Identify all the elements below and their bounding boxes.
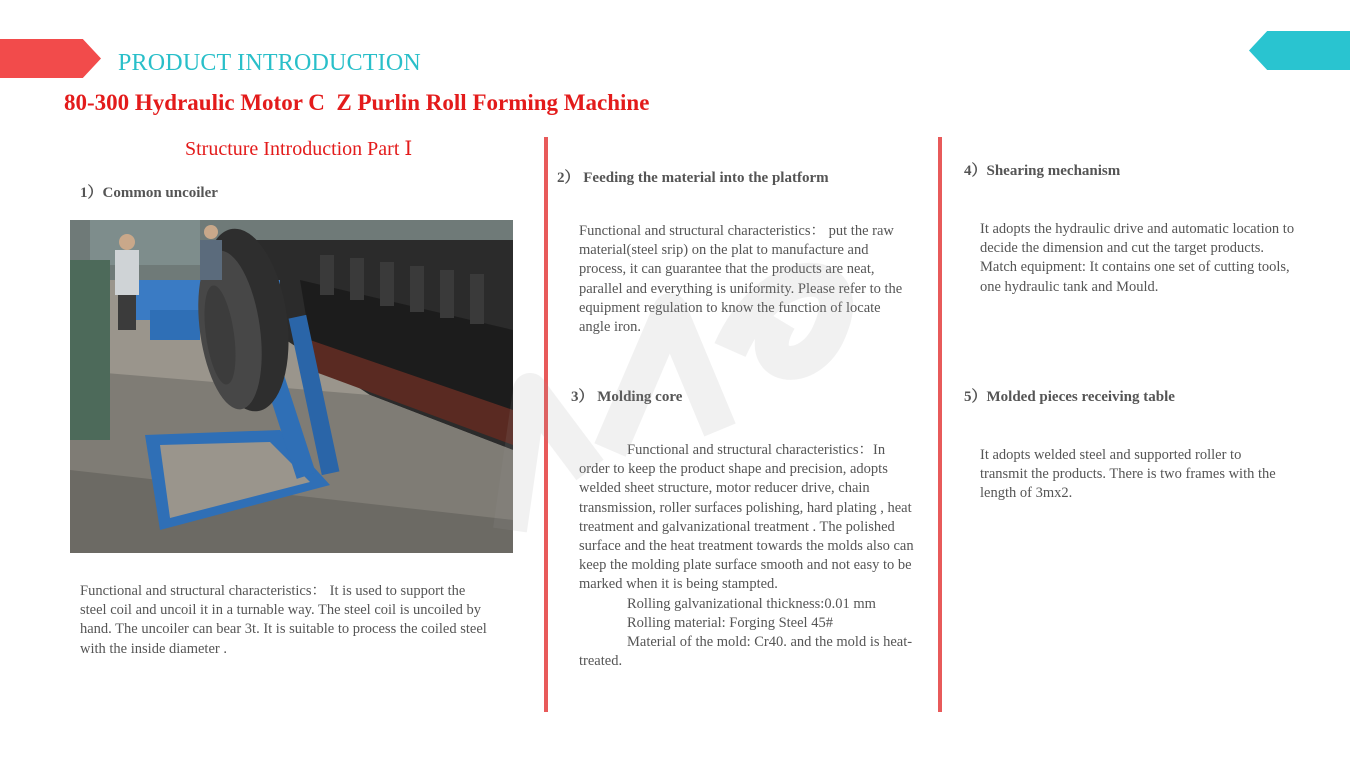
feeding-platform-description: Functional and structural characteristics： put the raw material(steel srip) on the plat to manufacture and process, it can guarantee that the products are neat, parallel and everything is uniformity. Please refer to the equipment regulation to know the function of locate angle iron. (579, 223, 903, 336)
receiving-table-description: It adopts welded steel and supported roller to transmit the products. There is two frames with the length of 3mx2. (980, 447, 1276, 502)
uncoiler-description: Functional and structural characteristics： It is used to support the steel coil and uncoil it in a turnable way. The steel coil is uncoiled by hand. The uncoiler can bear 3t. It is suitable to process the coiled steel with the inside diameter . (80, 583, 487, 657)
molding-core-paragraph: Functional and structural characteristics：In order to keep the product shape and precision, adopts welded sheet structure, motor reducer drive, chain transmission, roller surfaces polishing, hard plating , heat treatment and galvanizational treatment . The polished surface and the heat treatment towards the molds also can keep the molding plate surface smooth and not easy to be marked when it is being stampted. (579, 442, 914, 593)
molding-core-material: Rolling material: Forging Steel 45# (627, 614, 833, 631)
shearing-paragraph: It adopts the hydraulic drive and automatic location to decide the dimension and cut the target products. (980, 221, 1295, 257)
molding-core-description (579, 441, 914, 671)
uncoiler-machine-photo (70, 220, 513, 553)
column-divider-2 (938, 137, 942, 712)
part-title: Structure Introduction Part Ⅰ (185, 138, 413, 160)
shearing-match-equipment: Match equipment: It contains one set of cutting tools, one hydraulic tank and Mould. (980, 259, 1290, 295)
shearing-mechanism-description (980, 220, 1300, 297)
section-label: PRODUCT INTRODUCTION (118, 50, 421, 76)
molding-core-mold-material: Material of the mold: Cr40. and the mold is heat-treated. (579, 634, 913, 670)
heading-receiving-table: 5）Molded pieces receiving table (964, 389, 1175, 405)
right-accent-tab (1249, 31, 1350, 70)
left-accent-tab (0, 39, 101, 78)
page-title: 80-300 Hydraulic Motor C Z Purlin Roll Forming Machine (64, 90, 650, 115)
molding-core-thickness: Rolling galvanizational thickness:0.01 mm (627, 595, 876, 612)
heading-common-uncoiler: 1）Common uncoiler (80, 185, 218, 201)
column-divider-1 (544, 137, 548, 712)
heading-feeding-platform: 2） Feeding the material into the platform (557, 170, 829, 186)
heading-molding-core: 3） Molding core (571, 389, 683, 405)
heading-shearing-mechanism: 4）Shearing mechanism (964, 163, 1121, 179)
